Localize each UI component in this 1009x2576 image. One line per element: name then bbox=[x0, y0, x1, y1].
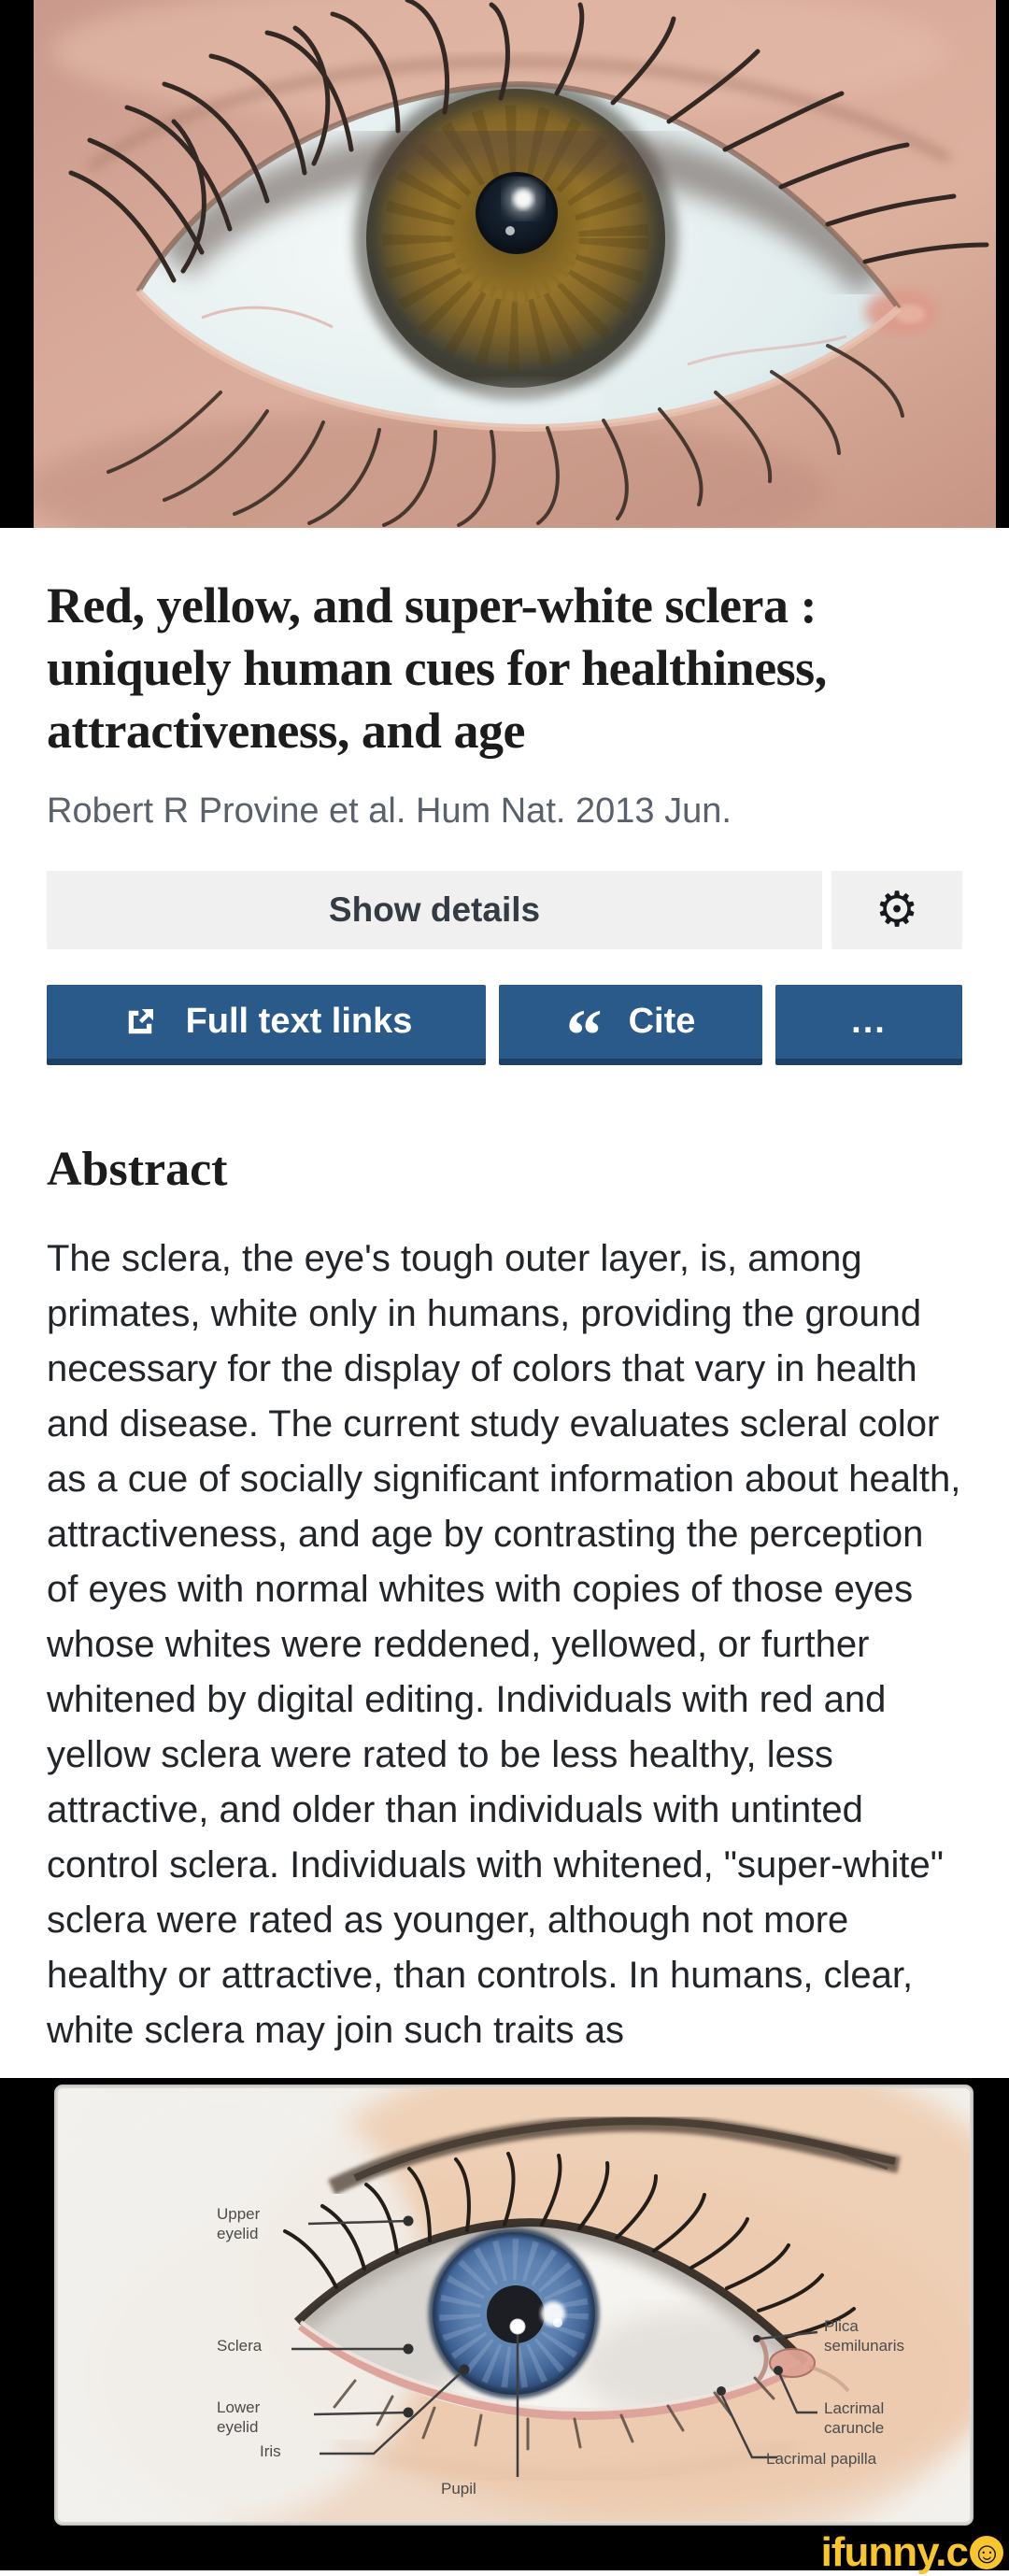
cite-button[interactable]: “ Cite bbox=[499, 985, 762, 1065]
abstract-text: The sclera, the eye's tough outer layer, is, among primates, white only in humans, providing the ground necessary for the display of colors that vary in health and disease. The current study evaluates scleral color as a cue of socially significant information about health, attractiveness, and age by contrasting the perception of eyes with normal whites with copies of those eyes whose whites were reddened, yellowed, or further whitened by digital editing. Individuals with red and yellow sclera were rated to be less healthy, less attractive, and older than individuals with untinted control sclera. Individuals with whitened, "super-white" sclera were rated as younger, although not more healthy or attractive, than controls. In humans, clear, white sclera may join such traits as bbox=[47, 1238, 961, 2051]
pupil-dot bbox=[510, 2319, 525, 2334]
label-plica-semilunaris: Plica semilunaris bbox=[824, 2317, 904, 2355]
article-content bbox=[0, 528, 1009, 2058]
article-byline: Robert R Provine et al. Hum Nat. 2013 Jun. bbox=[47, 791, 732, 831]
details-row bbox=[47, 871, 962, 949]
label-iris: Iris bbox=[260, 2442, 281, 2460]
settings-button[interactable] bbox=[831, 871, 962, 949]
watermark-text: ifunny.c bbox=[820, 2529, 968, 2575]
label-lacrimal-caruncle: Lacrimal caruncle bbox=[824, 2399, 885, 2437]
full-text-links-label: Full text links bbox=[185, 1002, 413, 1041]
label-lower-eyelid: Lower eyelid bbox=[217, 2398, 261, 2436]
cite-label: Cite bbox=[628, 1002, 696, 1041]
label-sclera: Sclera bbox=[217, 2337, 263, 2355]
full-text-links-button[interactable] bbox=[47, 985, 486, 1065]
ifunny-watermark bbox=[821, 2529, 1003, 2576]
label-pupil: Pupil bbox=[441, 2480, 476, 2498]
abstract-heading: Abstract bbox=[47, 1143, 228, 1196]
label-upper-eyelid: Upper eyelid bbox=[217, 2205, 261, 2242]
label-lacrimal-papilla: Lacrimal papilla bbox=[766, 2450, 877, 2468]
gear-icon: ⚙ bbox=[874, 883, 919, 937]
diagram-section bbox=[0, 2078, 1009, 2575]
show-details-button[interactable]: Show details bbox=[47, 871, 822, 949]
article-title: Red, yellow, and super-white sclera : uniquely human cues for healthiness, attractiveness, and age bbox=[47, 577, 827, 759]
more-options-button[interactable] bbox=[775, 985, 962, 1065]
actions-row bbox=[47, 985, 962, 1075]
external-link-icon bbox=[121, 1003, 160, 1042]
ellipsis-label: ... bbox=[851, 1002, 887, 1041]
eye-diagram-card bbox=[56, 2086, 972, 2524]
smiley-icon: ☺ bbox=[970, 2536, 1003, 2569]
hero-eye-photo bbox=[0, 0, 1009, 528]
eye-photo-illustration bbox=[34, 0, 996, 528]
